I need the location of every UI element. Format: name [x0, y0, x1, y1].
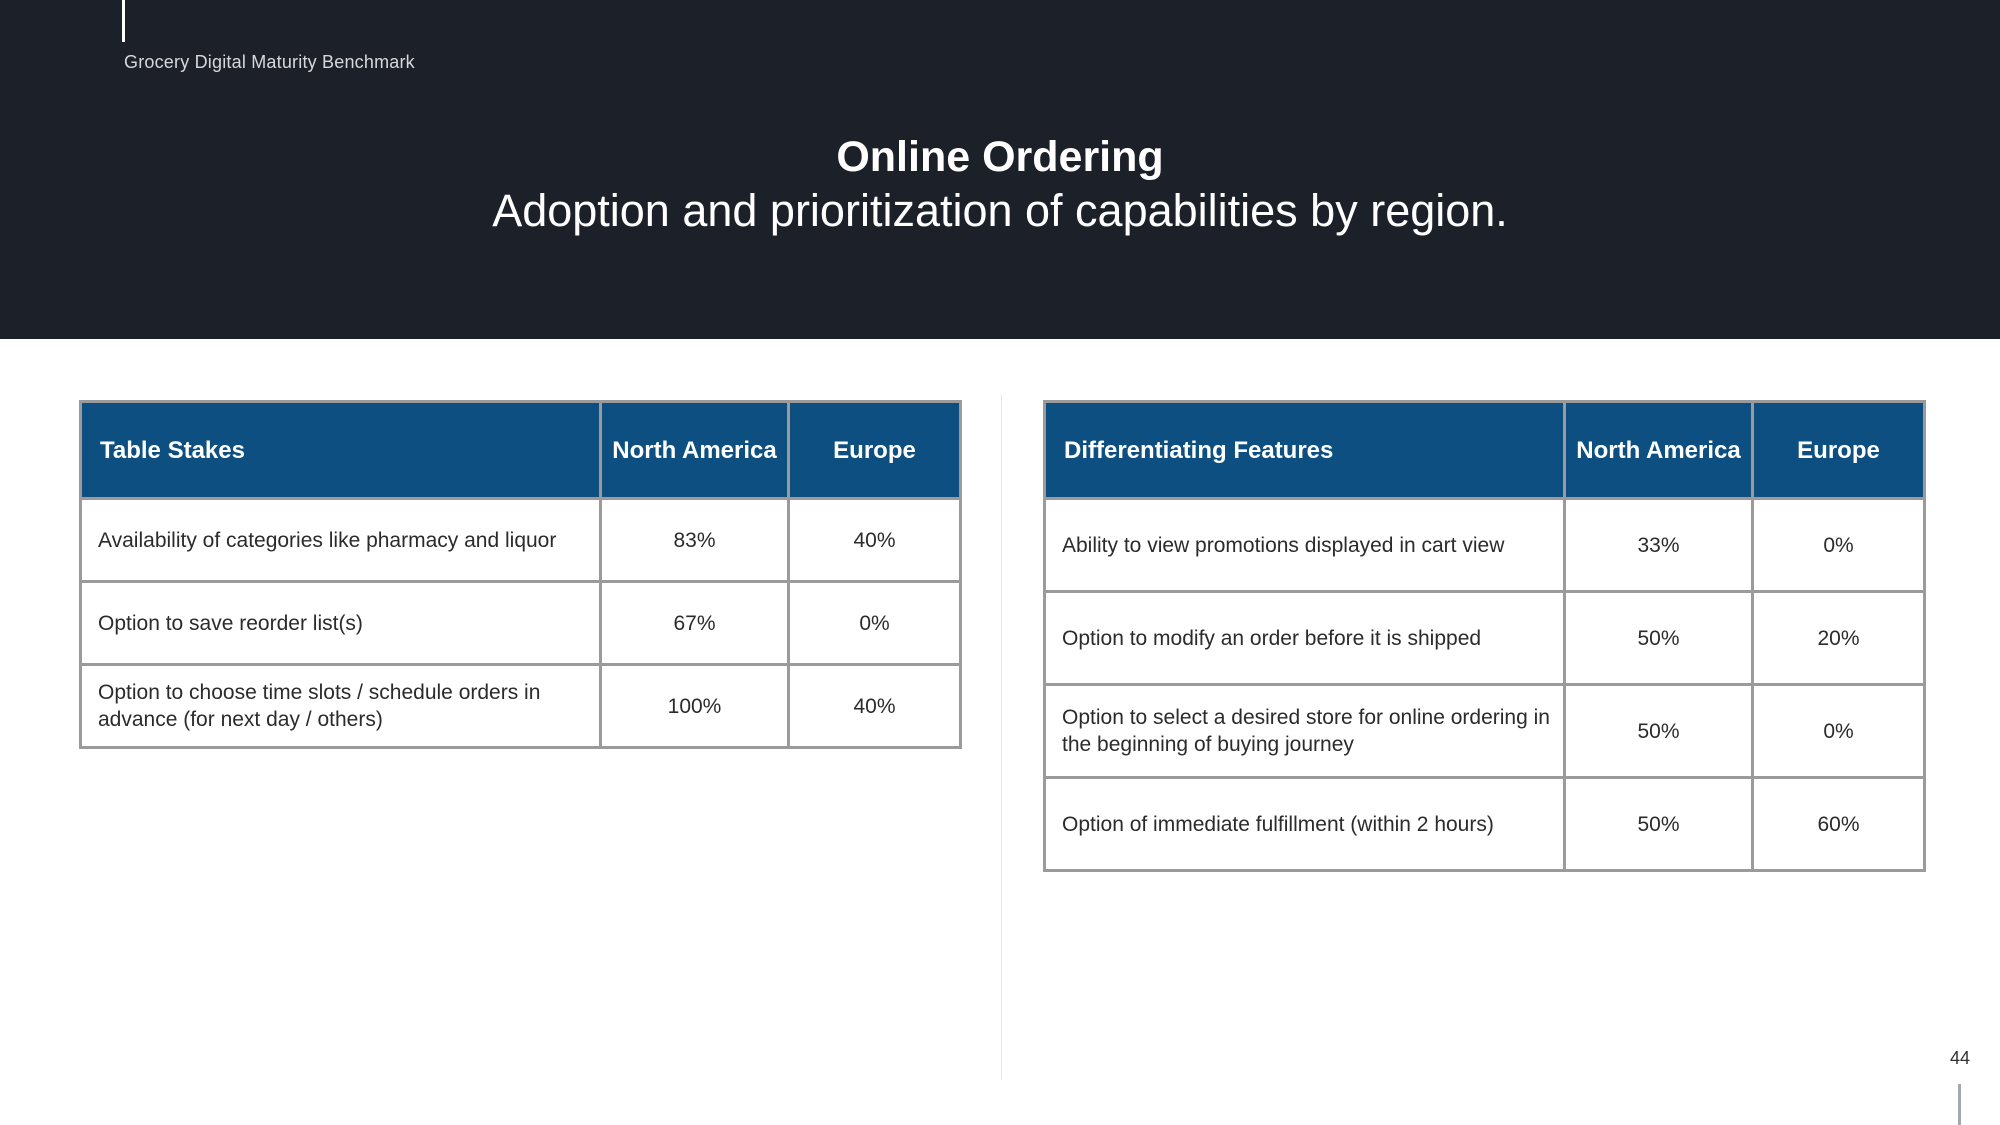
column-header-north-america: North America — [601, 402, 789, 499]
page-number: 44 — [1949, 1048, 1970, 1068]
column-header-europe: Europe — [1753, 402, 1925, 499]
north-america-cell: 83% — [601, 499, 789, 582]
north-america-cell: 67% — [601, 582, 789, 665]
feature-cell: Option to choose time slots / schedule orders in advance (for next day / others) — [81, 665, 601, 748]
brand-label: Grocery Digital Maturity Benchmark — [124, 52, 415, 72]
column-divider — [1001, 395, 1002, 1080]
column-header-north-america: North America — [1565, 402, 1753, 499]
header-accent-rule — [122, 0, 125, 42]
slide-subtitle: Adoption and prioritization of capabilities by region. — [492, 185, 1508, 236]
north-america-cell: 33% — [1565, 499, 1753, 592]
column-header-europe: Europe — [789, 402, 961, 499]
table-stakes-table — [79, 400, 962, 749]
feature-cell: Option to select a desired store for online ordering in the beginning of buying journey — [1045, 685, 1565, 778]
feature-cell: Option of immediate fulfillment (within 2 hours) — [1045, 778, 1565, 871]
differentiating-features-table — [1043, 400, 1926, 872]
column-header-feature: Table Stakes — [81, 402, 601, 499]
table-row — [1045, 778, 1925, 871]
north-america-cell: 50% — [1565, 685, 1753, 778]
north-america-cell: 50% — [1565, 778, 1753, 871]
table-header-row — [1045, 402, 1925, 499]
feature-cell: Option to modify an order before it is shipped — [1045, 592, 1565, 685]
footer-accent-rule — [1958, 1084, 1961, 1125]
table-row — [81, 582, 961, 665]
table-row — [81, 499, 961, 582]
europe-cell: 60% — [1753, 778, 1925, 871]
north-america-cell: 100% — [601, 665, 789, 748]
europe-cell: 40% — [789, 665, 961, 748]
europe-cell: 0% — [1753, 685, 1925, 778]
feature-cell: Availability of categories like pharmacy and liquor — [81, 499, 601, 582]
table-row — [1045, 499, 1925, 592]
table-row — [81, 665, 961, 748]
column-header-feature: Differentiating Features — [1045, 402, 1565, 499]
table-row — [1045, 592, 1925, 685]
europe-cell: 40% — [789, 499, 961, 582]
table-header-row — [81, 402, 961, 499]
feature-cell: Option to save reorder list(s) — [81, 582, 601, 665]
table-row — [1045, 685, 1925, 778]
europe-cell: 0% — [1753, 499, 1925, 592]
slide-title: Online Ordering — [836, 133, 1164, 181]
europe-cell: 20% — [1753, 592, 1925, 685]
feature-cell: Ability to view promotions displayed in cart view — [1045, 499, 1565, 592]
slide-header — [0, 0, 2000, 339]
north-america-cell: 50% — [1565, 592, 1753, 685]
europe-cell: 0% — [789, 582, 961, 665]
